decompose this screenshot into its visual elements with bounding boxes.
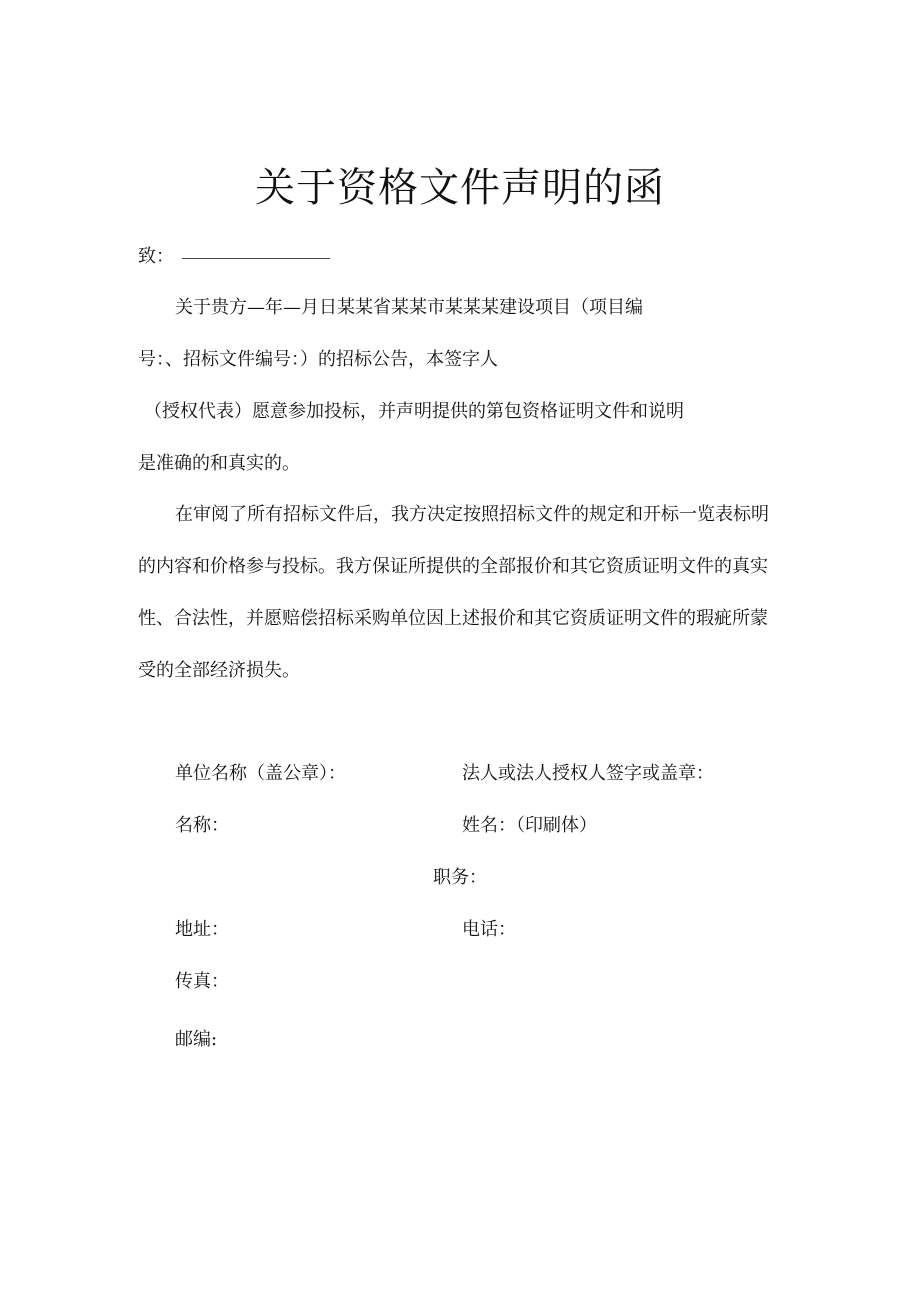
address-label: 地址： bbox=[175, 919, 229, 940]
person-name-label: 姓名：（印刷体） bbox=[462, 815, 597, 836]
name-label: 名称： bbox=[175, 815, 229, 836]
para1-line4: 是准确的和真实的。 bbox=[138, 453, 300, 474]
unit-name-label: 单位名称（盖公章）： bbox=[175, 763, 346, 784]
para1-line2: 号：、招标文件编号：）的招标公告，本签字人 bbox=[138, 349, 498, 370]
phone-label: 电话： bbox=[462, 919, 516, 940]
recipient-blank-line bbox=[182, 258, 330, 259]
para2-line1: 在审阅了所有招标文件后，我方决定按照招标文件的规定和开标一览表标明 bbox=[175, 504, 769, 525]
para1-line3: （授权代表）愿意参加投标，并声明提供的第包资格证明文件和说明 bbox=[144, 401, 684, 422]
para2-line3: 性、合法性，并愿赔偿招标采购单位因上述报价和其它资质证明文件的瑕疵所蒙 bbox=[138, 608, 768, 629]
postcode-label: 邮编: bbox=[175, 1029, 218, 1050]
page-title: 关于资格文件声明的函 bbox=[255, 165, 665, 211]
para2-line4: 受的全部经济损失。 bbox=[138, 660, 300, 681]
para1-line1: 关于贵方—年—月日某某省某某市某某某建设项目（项目编 bbox=[175, 297, 643, 318]
recipient-label: 致： bbox=[138, 246, 174, 267]
para2-line2: 的内容和价格参与投标。我方保证所提供的全部报价和其它资质证明文件的真实 bbox=[138, 556, 768, 577]
legal-signature-label: 法人或法人授权人签字或盖章： bbox=[462, 763, 714, 784]
fax-label: 传真： bbox=[175, 971, 229, 992]
position-label: 职务： bbox=[433, 867, 487, 888]
